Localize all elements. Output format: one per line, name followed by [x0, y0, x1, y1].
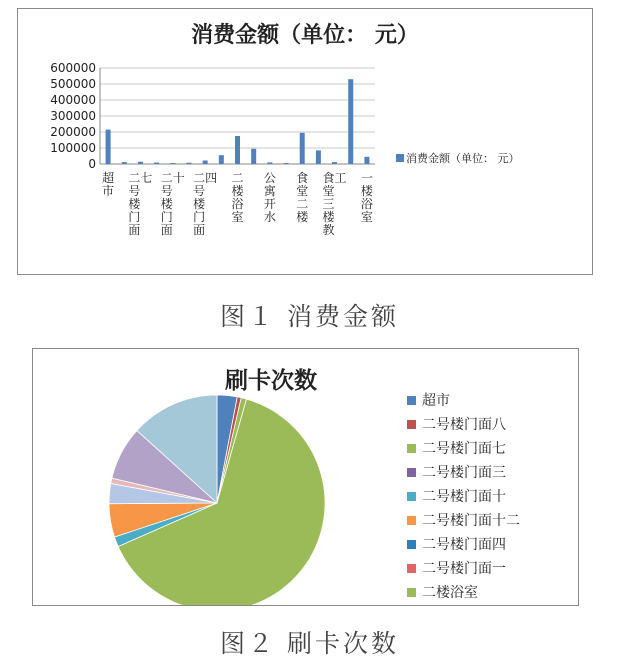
- x-tick-char: 面: [128, 223, 141, 237]
- bar: [235, 136, 240, 164]
- x-tick-char: 门: [193, 210, 206, 224]
- card-swipe-count-chart: [32, 348, 579, 606]
- legend-label: 消费金额（单位： 元）: [406, 152, 520, 165]
- x-tick-char: 水: [263, 210, 276, 224]
- legend-swatch: [407, 396, 416, 405]
- x-tick-char: 室: [231, 210, 244, 224]
- legend-label: 二号楼门面一: [422, 561, 506, 577]
- y-tick-label: 200000: [50, 125, 96, 139]
- consumption-amount-chart: [17, 8, 593, 275]
- x-tick-char: 食: [322, 171, 335, 185]
- x-tick-char: 教: [322, 223, 335, 237]
- x-tick-char: 号: [160, 184, 173, 198]
- x-tick-label: [128, 170, 152, 237]
- bar-chart-svg: [18, 9, 592, 274]
- x-tick-char: 市: [102, 184, 115, 198]
- x-tick-char: 楼: [160, 197, 173, 211]
- x-tick-char: 面: [193, 223, 206, 237]
- x-tick-char: 楼: [231, 184, 244, 198]
- x-tick-char: 七: [140, 171, 153, 185]
- x-tick-char: 楼: [296, 210, 309, 224]
- y-tick-label: 100000: [50, 141, 96, 155]
- legend-swatch: [407, 492, 416, 501]
- chart-title: 刷卡次数: [225, 368, 317, 394]
- bar: [251, 149, 256, 164]
- x-tick-char: 二: [231, 171, 244, 185]
- legend-label: 超市: [422, 393, 450, 409]
- x-tick-label: [161, 170, 185, 237]
- x-tick-label: [231, 171, 244, 224]
- x-tick-char: 楼: [360, 184, 373, 198]
- pie-chart-svg: [33, 349, 578, 605]
- x-tick-char: 一: [360, 171, 373, 185]
- legend-label: 二号楼门面十二: [422, 513, 520, 529]
- bar: [186, 163, 191, 164]
- legend-label: 二号楼门面四: [422, 537, 506, 553]
- x-tick-char: 堂: [296, 184, 309, 198]
- legend-swatch: [407, 444, 416, 453]
- x-tick-char: 楼: [128, 197, 141, 211]
- legend-swatch: [407, 420, 416, 429]
- chart-title: 消费金额（单位： 元）: [191, 23, 419, 48]
- y-tick-label: 300000: [50, 109, 96, 123]
- x-tick-char: 号: [193, 184, 206, 198]
- bar: [138, 162, 143, 164]
- bar: [170, 163, 175, 164]
- y-tick-label: 0: [88, 157, 96, 171]
- bar: [348, 79, 353, 164]
- x-tick-char: 门: [128, 210, 141, 224]
- legend-label: 二号楼门面三: [422, 465, 506, 481]
- x-tick-char: 门: [160, 210, 173, 224]
- x-tick-char: 号: [128, 184, 141, 198]
- x-tick-char: 二: [296, 197, 309, 211]
- x-tick-label: [323, 171, 347, 237]
- bar: [300, 133, 305, 164]
- x-tick-char: 二: [193, 171, 206, 185]
- x-tick-label: [361, 171, 374, 224]
- bar: [106, 130, 111, 164]
- y-tick-label: 500000: [50, 77, 96, 91]
- x-tick-label: [264, 171, 276, 224]
- bar: [284, 163, 289, 164]
- bar: [267, 162, 272, 164]
- bar: [316, 150, 321, 164]
- x-tick-char: 堂: [322, 184, 335, 198]
- x-tick-char: 公: [263, 171, 276, 185]
- x-tick-char: 面: [160, 223, 173, 237]
- x-tick-char: 开: [263, 197, 276, 211]
- x-tick-char: 四: [205, 171, 218, 185]
- legend-swatch: [407, 564, 416, 573]
- x-tick-char: 楼: [193, 197, 206, 211]
- legend-swatch: [396, 154, 404, 162]
- legend-swatch: [407, 540, 416, 549]
- x-tick-char: 二: [128, 171, 141, 185]
- y-tick-label: 600000: [50, 61, 96, 75]
- legend-swatch: [407, 588, 416, 597]
- x-tick-char: 室: [360, 210, 373, 224]
- x-tick-char: 十: [172, 171, 185, 185]
- figure1-caption: 图１ 消费金额: [220, 302, 399, 331]
- x-tick-char: 超: [102, 171, 115, 185]
- legend-label: 二楼浴室: [422, 585, 478, 601]
- bar: [154, 163, 159, 164]
- bar: [364, 157, 369, 164]
- legend-label: 二号楼门面八: [422, 417, 506, 433]
- x-tick-label: [296, 171, 309, 224]
- figure2-caption: 图２ 刷卡次数: [220, 629, 399, 658]
- x-tick-char: 浴: [231, 197, 244, 211]
- bar: [122, 162, 127, 164]
- x-tick-char: 寓: [263, 184, 276, 198]
- x-tick-label: [193, 171, 217, 237]
- bar: [332, 162, 337, 164]
- bar: [203, 160, 208, 164]
- x-tick-char: 浴: [360, 197, 373, 211]
- legend-swatch: [407, 516, 416, 525]
- bar: [219, 155, 224, 164]
- x-tick-char: 食: [296, 171, 309, 185]
- x-tick-char: 工: [334, 171, 347, 185]
- legend-label: 二号楼门面十: [422, 489, 506, 505]
- x-tick-label: [102, 170, 114, 198]
- legend-label: 二号楼门面七: [422, 441, 506, 457]
- x-tick-char: 二: [160, 171, 173, 185]
- x-tick-char: 楼: [322, 210, 335, 224]
- x-tick-char: 三: [322, 197, 335, 211]
- y-tick-label: 400000: [50, 93, 96, 107]
- legend-swatch: [407, 468, 416, 477]
